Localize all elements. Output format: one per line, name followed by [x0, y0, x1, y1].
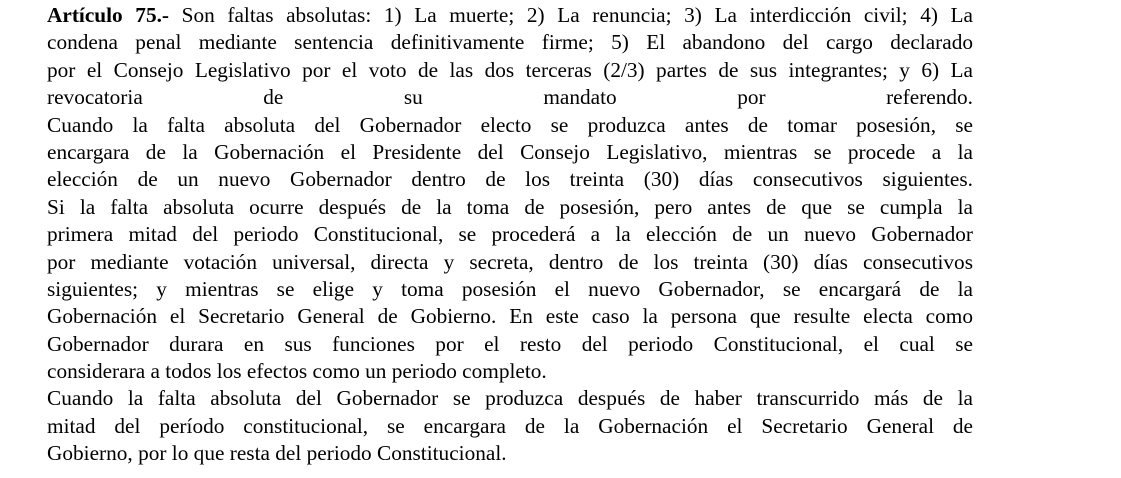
- text-line: mitad del período constitucional, se encargara de la Gobernación el Secretario General de: [47, 413, 973, 438]
- text-line: [47, 2, 973, 29]
- text-line: Si la falta absoluta ocurre después de la toma de posesión, pero antes de que se cumpla la: [47, 194, 973, 219]
- text-line: Cuando la falta absoluta del Gobernador electo se produzca antes de tomar posesión, se: [47, 112, 973, 137]
- text-line: primera mitad del periodo Constitucional, se procederá a la elección de un nuevo Gobernador: [47, 222, 973, 247]
- text-line: Gobierno, por lo que resta del periodo Constitucional.: [47, 441, 507, 466]
- article-heading: Artículo 75.-: [47, 3, 170, 27]
- text-line: condena penal mediante sentencia definitivamente firme; 5) El abandono del cargo declarado: [47, 30, 973, 55]
- text-line: elección de un nuevo Gobernador dentro de los treinta (30) días consecutivos siguientes.: [47, 167, 973, 192]
- text-line: Gobernación el Secretario General de Gobierno. En este caso la persona que resulte electa como: [47, 304, 973, 329]
- text-line: revocatoria de su mandato por referendo.: [47, 85, 973, 110]
- line-text: Son faltas absolutas: 1) La muerte; 2) La renuncia; 3) La interdicción civil; 4) La: [181, 3, 973, 27]
- text-line: por mediante votación universal, directa y secreta, dentro de los treinta (30) días consecutivos: [47, 249, 973, 274]
- text-line: por el Consejo Legislativo por el voto de las dos terceras (2/3) partes de sus integrantes; y 6) La: [47, 57, 973, 82]
- text-line: siguientes; y mientras se elige y toma posesión el nuevo Gobernador, se encargará de la: [47, 276, 973, 301]
- text-line: Cuando la falta absoluta del Gobernador se produzca después de haber transcurrido más de la: [47, 386, 973, 411]
- text-line: considerara a todos los efectos como un periodo completo.: [47, 359, 547, 384]
- text-line: Gobernador durara en sus funciones por el resto del periodo Constitucional, el cual se: [47, 331, 973, 356]
- text-line: encargara de la Gobernación el Presidente del Consejo Legislativo, mientras se procede a la: [47, 139, 973, 164]
- article-75-text: [47, 2, 973, 468]
